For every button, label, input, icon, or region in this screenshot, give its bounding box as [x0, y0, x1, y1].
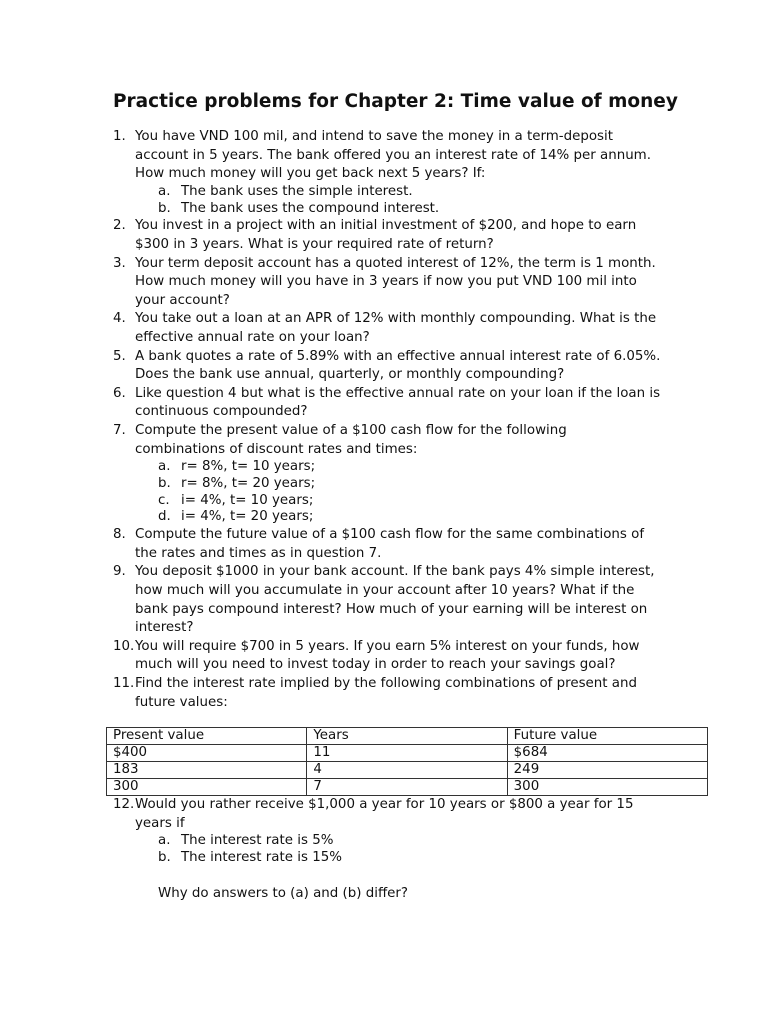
table-cell: $400 [107, 745, 307, 762]
problem-line: You deposit $1000 in your bank account. If the bank pays 4% simple interest, [135, 564, 655, 580]
problem-5 [113, 348, 683, 385]
problem-9 [113, 563, 683, 637]
sub-text: The interest rate is 5% [181, 833, 334, 849]
sub-item [113, 476, 683, 493]
problem-line: continuous compounded? [135, 404, 308, 420]
problem-number: 12. [113, 797, 135, 813]
problem-10 [113, 638, 683, 675]
sub-item [113, 201, 683, 218]
problem-line: How much money will you get back next 5 years? If: [135, 166, 486, 182]
problem-12 [113, 796, 683, 833]
problem-line: You will require $700 in 5 years. If you earn 5% interest on your funds, how [135, 638, 640, 654]
problem-line: Your term deposit account has a quoted interest of 12%, the term is 1 month. [135, 255, 656, 271]
table-cell: 11 [307, 745, 507, 762]
problem-7 [113, 422, 683, 459]
problem-line: You have VND 100 mil, and intend to save the money in a term-deposit [135, 129, 614, 144]
problem-number: 4. [113, 311, 126, 327]
sub-text: The interest rate is 15% [181, 850, 342, 866]
sub-item [113, 833, 683, 850]
problem-line: Find the interest rate implied by the following combinations of present and [135, 676, 637, 692]
sub-item [113, 509, 683, 526]
sub-letter: c. [158, 492, 170, 508]
problem-line: Does the bank use annual, quarterly, or monthly compounding? [135, 367, 565, 383]
table-cell: 249 [507, 762, 707, 779]
problem-number: 7. [113, 422, 126, 438]
sub-text: r= 8%, t= 10 years; [181, 459, 316, 475]
problem-line: You take out a loan at an APR of 12% with monthly compounding. What is the [135, 311, 657, 327]
problem-line: A bank quotes a rate of 5.89% with an effective annual interest rate of 6.05%. [135, 348, 661, 364]
table-row [107, 762, 708, 779]
sub-text: r= 8%, t= 20 years; [181, 475, 316, 491]
problem-number: 2. [113, 218, 126, 234]
problem-line: combinations of discount rates and times: [135, 441, 418, 457]
table-cell: 7 [307, 779, 507, 796]
problem-line: Would you rather receive $1,000 a year for 10 years or $800 a year for 15 [135, 797, 634, 813]
problem-line: bank pays compound interest? How much of your earning will be interest on [135, 601, 648, 617]
problem-line: account in 5 years. The bank offered you an interest rate of 14% per annum. [135, 147, 651, 163]
problem-6 [113, 385, 683, 422]
table-header-cell: Future value [507, 728, 707, 745]
problem-list [113, 128, 683, 904]
sub-item [113, 493, 683, 510]
problem-number: 10. [113, 638, 135, 654]
sub-letter: b. [158, 200, 171, 216]
problem-8 [113, 526, 683, 563]
sub-item [113, 459, 683, 476]
problem-line: your account? [135, 292, 230, 308]
problem-line: How much money will you have in 3 years if now you put VND 100 mil into [135, 274, 637, 290]
problem-4 [113, 310, 683, 347]
problem-number: 5. [113, 348, 126, 364]
problem-line: You invest in a project with an initial investment of $200, and hope to earn [135, 218, 637, 234]
problem-line: years if [135, 815, 185, 831]
problem-line: the rates and times as in question 7. [135, 545, 382, 561]
values-table [106, 727, 708, 796]
sub-text: i= 4%, t= 20 years; [181, 509, 314, 525]
table-cell: 4 [307, 762, 507, 779]
problem-line: Like question 4 but what is the effective annual rate on your loan if the loan is [135, 385, 661, 401]
problem-11 [113, 675, 683, 712]
table-header-cell: Years [307, 728, 507, 745]
problem-line: Compute the present value of a $100 cash flow for the following [135, 422, 567, 438]
problem-3 [113, 255, 683, 311]
table-cell: 300 [507, 779, 707, 796]
problem-1 [113, 128, 683, 184]
problem-number: 1. [113, 129, 126, 144]
problem-line: how much will you accumulate in your account after 10 years? What if the [135, 583, 635, 599]
problem-line: $300 in 3 years. What is your required rate of return? [135, 236, 494, 252]
problem-line: Compute the future value of a $100 cash flow for the same combinations of [135, 527, 645, 543]
sub-letter: b. [158, 850, 171, 866]
problem-line: future values: [135, 694, 228, 710]
problem-number: 11. [113, 676, 135, 692]
sub-item [113, 850, 683, 867]
problem-line: much will you need to invest today in order to reach your savings goal? [135, 657, 616, 673]
sub-text: i= 4%, t= 10 years; [181, 492, 314, 508]
problem-number: 3. [113, 255, 126, 271]
sub-text: The bank uses the compound interest. [181, 200, 440, 216]
sub-letter: a. [158, 833, 171, 849]
page-title: Practice problems for Chapter 2: Time value of money [113, 91, 678, 112]
table-cell: $684 [507, 745, 707, 762]
table-header-cell: Present value [107, 728, 307, 745]
table-header-row [107, 728, 708, 745]
problem-line: interest? [135, 620, 194, 636]
table-cell: 300 [107, 779, 307, 796]
follow-up-question: Why do answers to (a) and (b) differ? [158, 886, 409, 901]
problem-2 [113, 217, 683, 254]
sub-letter: a. [158, 459, 171, 475]
problem-line: effective annual rate on your loan? [135, 329, 370, 345]
sub-letter: d. [158, 509, 171, 525]
table-row [107, 779, 708, 796]
table-cell: 183 [107, 762, 307, 779]
sub-text: The bank uses the simple interest. [181, 183, 413, 199]
table-row [107, 745, 708, 762]
sub-letter: a. [158, 183, 171, 199]
sub-letter: b. [158, 475, 171, 491]
problem-number: 6. [113, 385, 126, 401]
problem-number: 9. [113, 564, 126, 580]
problem-number: 8. [113, 527, 126, 543]
sub-item [113, 184, 683, 201]
